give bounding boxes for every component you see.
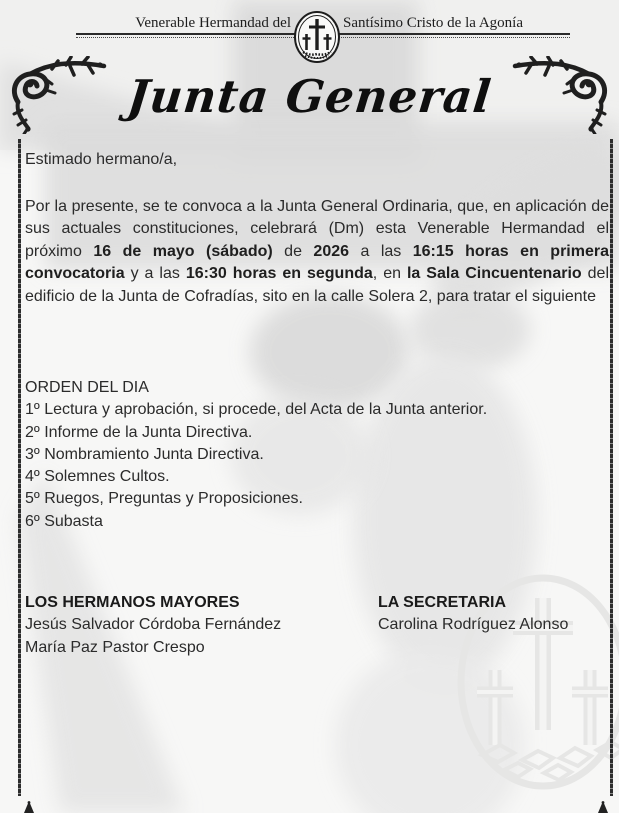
paragraph-segment: a las <box>349 242 413 260</box>
calvary-three-crosses-emblem-icon <box>292 10 342 64</box>
first-call-time: 16:15 horas en primera convocatoria <box>25 242 609 283</box>
paragraph-segment: y a las <box>124 265 186 283</box>
right-dashed-border <box>610 139 613 796</box>
meeting-date: 16 de mayo (sábado) <box>93 242 273 260</box>
agenda-item: 6º Subasta <box>25 512 103 530</box>
paragraph-segment: del edificio de la Junta de Cofradías, sito en la calle Solera 2, para tratar el siguiente <box>25 265 610 305</box>
corner-flourish-bottom-left-tip-icon <box>20 801 38 813</box>
paragraph-segment: de <box>272 242 314 260</box>
meeting-year: 2026 <box>313 242 350 260</box>
signature-name: María Paz Pastor Crespo <box>25 638 205 656</box>
agenda-item: 5º Ruegos, Preguntas y Proposiciones. <box>25 490 303 508</box>
meeting-venue: la Sala Cincuentenario <box>406 265 582 283</box>
signatures <box>25 592 609 659</box>
agenda <box>25 377 609 533</box>
agenda-item: 2º Informe de la Junta Directiva. <box>25 423 253 441</box>
agenda-item: 3º Nombramiento Junta Directiva. <box>25 445 264 463</box>
signature-hermanos-mayores <box>25 592 378 659</box>
signature-title: LOS HERMANOS MAYORES <box>25 594 240 611</box>
second-call-time: 16:30 horas en segunda <box>185 265 373 283</box>
salutation: Estimado hermano/a, <box>25 151 178 168</box>
signature-title: LA SECRETARIA <box>378 594 506 611</box>
org-name-left: Venerable Hermandad del <box>135 15 291 31</box>
signature-name: Carolina Rodríguez Alonso <box>378 616 569 634</box>
signature-name: Jesús Salvador Córdoba Fernández <box>25 616 282 634</box>
page-title: Junta General <box>124 70 495 123</box>
org-name-right: Santísimo Cristo de la Agonía <box>343 15 523 31</box>
agenda-item: 1º Lectura y aprobación, si procede, del Acta de la Junta anterior. <box>25 401 488 419</box>
paragraph-segment: Por la presente, se te convoca a la Junta General Ordinaria, que, en aplicación de sus actuales constituciones, celebrará (Dm) esta Venerable Hermandad el próximo <box>25 198 609 260</box>
agenda-item: 4º Solemnes Cultos. <box>25 468 170 486</box>
corner-flourish-bottom-right-tip-icon <box>594 801 612 813</box>
agenda-heading: ORDEN DEL DIA <box>25 379 149 396</box>
left-dashed-border <box>18 139 21 796</box>
paragraph-segment: , en <box>372 265 407 283</box>
signature-secretaria <box>378 592 609 659</box>
convocation-paragraph <box>25 196 609 308</box>
